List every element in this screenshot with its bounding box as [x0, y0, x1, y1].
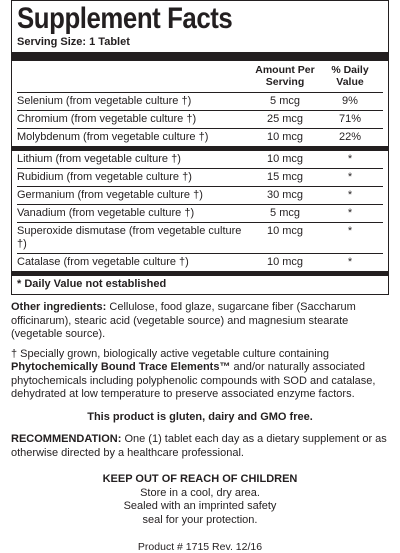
nutrient-amount: 25 mcg: [266, 113, 304, 125]
storage-warning: [11, 473, 389, 527]
nutrient-name: Catalase (from vegetable culture †): [17, 256, 189, 268]
nutrient-name: Germanium (from vegetable culture †): [17, 189, 203, 201]
other-ingredients: [11, 301, 389, 342]
table-row: [17, 129, 383, 146]
nutrient-dv: 9%: [342, 95, 358, 107]
nutrient-amount: 10 mcg: [266, 153, 304, 165]
other-ingredients-text: Cellulose, food glaze, sugarcane fiber (Saccharum officinarum), stearic acid (vegetable source) and magnesium stearate (vegetable source).: [11, 301, 356, 340]
product-number: Product # 1715 Rev. 12/16: [137, 541, 263, 553]
header-amount: Amount Per Serving: [255, 64, 315, 88]
recommendation-text: One (1) tablet each day as a dietary supplement or as otherwise directed by a healthcare professional.: [11, 433, 387, 459]
table-row: [17, 111, 383, 129]
culture-note-bold: Phytochemically Bound Trace Elements™: [11, 361, 231, 373]
nutrient-name: Molybdenum (from vegetable culture †): [17, 131, 209, 143]
nutrient-amount: 5 mcg: [270, 95, 300, 107]
table-row: [17, 205, 383, 223]
nutrient-amount: 15 mcg: [266, 171, 304, 183]
supplement-facts-panel: [11, 0, 389, 295]
nutrient-dv: *: [347, 153, 353, 165]
warning-line: Sealed with an imprinted safety: [123, 500, 277, 512]
table-row: [17, 151, 383, 169]
nutrient-name: Vanadium (from vegetable culture †): [17, 207, 195, 219]
other-ingredients-label: Other ingredients:: [11, 301, 107, 313]
nutrient-amount: 10 mcg: [266, 256, 304, 268]
nutrient-amount: 30 mcg: [266, 189, 304, 201]
nutrient-name: Rubidium (from vegetable culture †): [17, 171, 192, 183]
daily-value-footnote: * Daily Value not established: [17, 278, 167, 290]
warning-heading: KEEP OUT OF REACH OF CHILDREN: [102, 473, 298, 485]
nutrient-amount: 5 mcg: [270, 207, 300, 219]
nutrient-name: Lithium (from vegetable culture †): [17, 153, 181, 165]
table-row: [17, 254, 383, 271]
culture-note: [11, 348, 389, 402]
nutrient-dv: *: [347, 207, 353, 219]
nutrient-group-2: [17, 151, 383, 271]
culture-note-text-after: and/or naturally associated phytochemicals including polyphenolic compounds with SOD and catalase, dehydrated at low temperature to preserve associated enzyme factors.: [11, 361, 376, 400]
column-header-row: [17, 61, 383, 93]
nutrient-name: Chromium (from vegetable culture †): [17, 113, 197, 125]
divider-thick: [12, 52, 388, 61]
table-row: [17, 187, 383, 205]
panel-title: Supplement Facts: [17, 2, 233, 35]
nutrient-dv: 71%: [338, 113, 362, 125]
nutrient-dv: 22%: [338, 131, 362, 143]
label-content: [11, 0, 389, 553]
header-spacer: [17, 64, 253, 88]
table-row: [17, 223, 383, 254]
recommendation: [11, 433, 389, 460]
nutrient-name: Selenium (from vegetable culture †): [17, 95, 192, 107]
nutrient-group-1: [17, 93, 383, 146]
warning-line: seal for your protection.: [142, 513, 258, 526]
nutrient-amount: 10 mcg: [266, 131, 304, 143]
nutrient-name: Superoxide dismutase (from vegetable culture †): [17, 225, 242, 250]
table-row: [17, 169, 383, 187]
serving-size: Serving Size: 1 Tablet: [17, 36, 130, 48]
table-row: [17, 93, 383, 111]
nutrient-amount: 10 mcg: [266, 225, 304, 237]
culture-note-text-before: † Specially grown, biologically active vegetable culture containing: [11, 347, 329, 360]
nutrient-dv: *: [347, 189, 353, 201]
warning-line: Store in a cool, dry area.: [140, 486, 260, 499]
header-daily-value: % Daily Value: [331, 64, 369, 88]
recommendation-label: RECOMMENDATION:: [11, 433, 122, 445]
nutrient-dv: *: [347, 171, 353, 183]
nutrient-dv: *: [347, 256, 353, 268]
gluten-free-statement: This product is gluten, dairy and GMO free.: [87, 410, 313, 423]
nutrient-dv: *: [347, 225, 353, 237]
